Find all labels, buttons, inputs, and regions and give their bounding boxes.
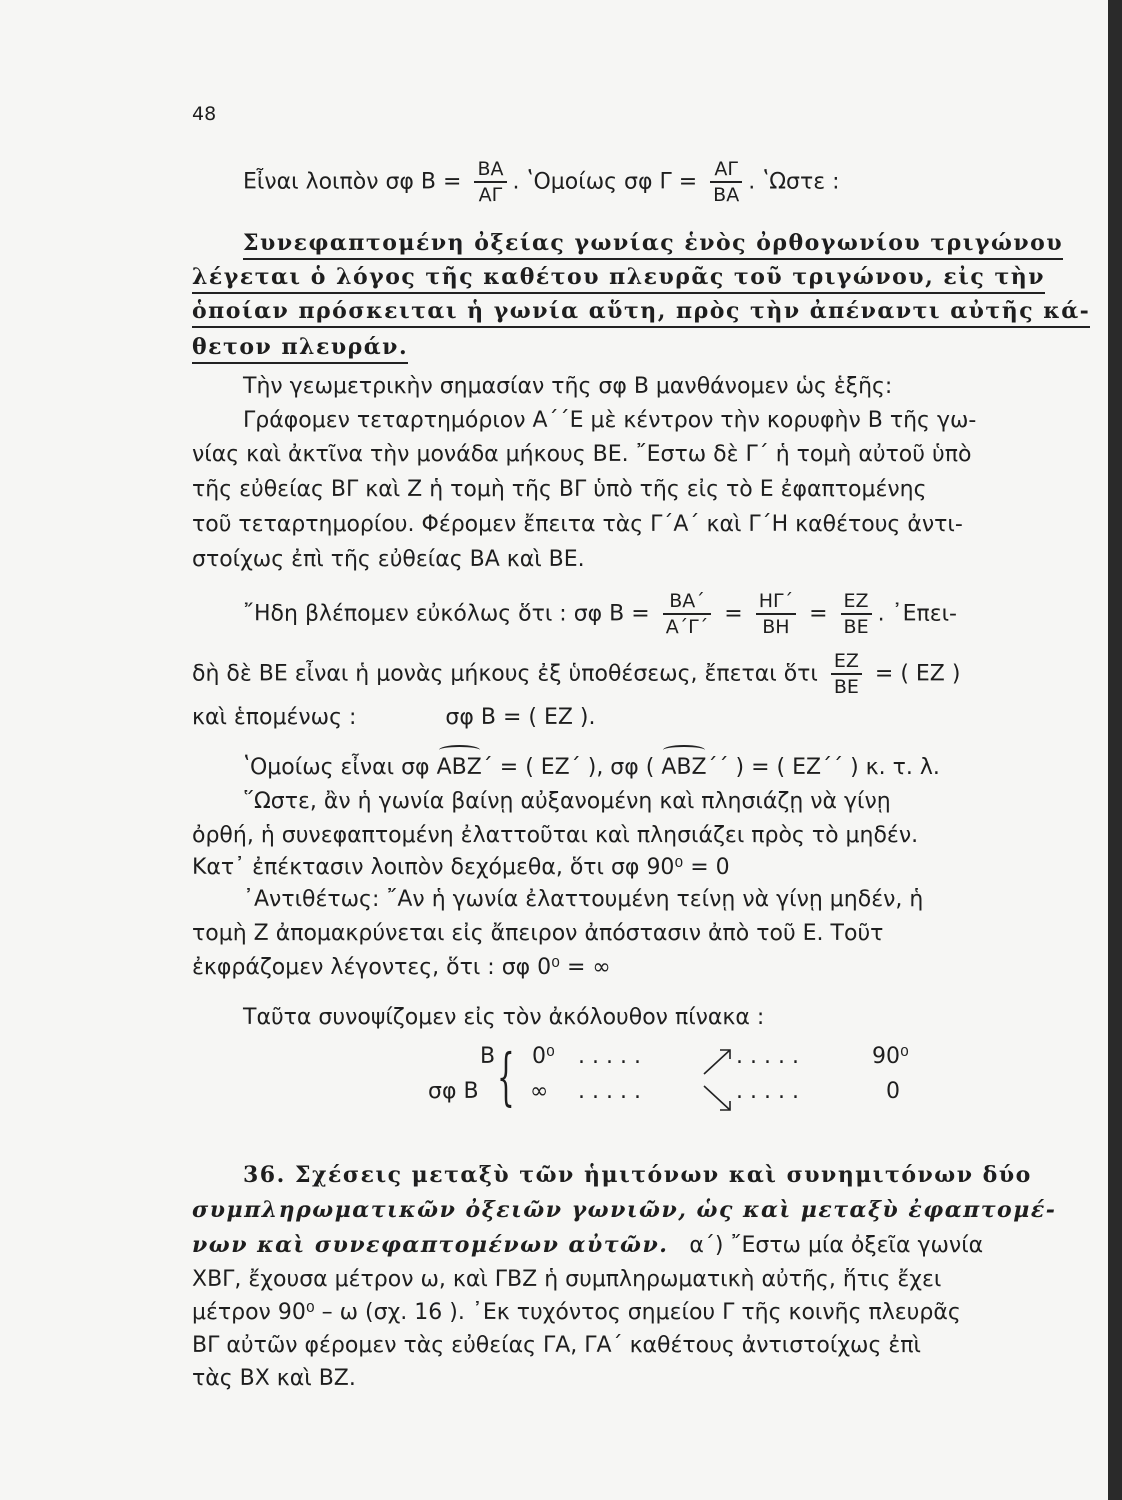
cot-definition-line	[243, 160, 840, 205]
eq3-prefix: καὶ ἑπομένως :	[192, 705, 357, 730]
line1-mid: . ʽΟμοίως σφ Γ =	[512, 169, 698, 195]
fraction-denominator: ΒΑ	[713, 184, 740, 206]
angle-abz: ΑΒΖ	[437, 753, 482, 783]
table-row2-label: σφ Β	[428, 1079, 479, 1104]
eq4-c: ΄΄ ) = ( ΕΖ΄΄ ) κ. τ. λ.	[706, 755, 940, 780]
scan-edge	[1108, 0, 1122, 1500]
fraction-ba-ag-prime	[663, 592, 712, 637]
table-row2-dots-left: . . . . .	[578, 1079, 641, 1104]
fraction-denominator: ΒΕ	[843, 616, 869, 638]
fraction-numerator: ΕΖ	[841, 592, 872, 615]
fraction-ba-ag	[474, 160, 506, 205]
fraction-numerator: ΒΑ	[474, 160, 506, 183]
cot-equation-line	[243, 592, 957, 637]
page-number: 48	[192, 103, 217, 125]
definition-line-4	[192, 332, 408, 362]
paragraph-line: Κατ᾽ ἐπέκτασιν λοιπὸν δεχόμεθα, ὅτι σφ 90⁰ = 0	[192, 855, 730, 880]
table-intro: Ταῦτα συνοψίζομεν εἰς τὸν ἀκόλουθον πίνακα :	[243, 1005, 765, 1030]
section-title-line-2: συμπληρωματικῶν ὀξειῶν γωνιῶν, ὡς καὶ μεταξὺ ἐφαπτομέ-	[192, 1197, 1057, 1223]
table-row1-dots-right: . . . . .	[736, 1044, 799, 1069]
eq2-suffix: = ( ΕΖ )	[874, 661, 961, 687]
definition-text: θετον πλευράν.	[192, 334, 408, 364]
section-title: Σχέσεις μεταξὺ τῶν ἡμιτόνων καὶ συνημιτόνων δύο	[294, 1162, 1032, 1188]
table-row2-start: ∞	[530, 1079, 549, 1104]
unit-length-line	[192, 652, 960, 697]
paragraph-line: νίας καὶ ἀκτῖνα τὴν μονάδα μήκους ΒΕ. ῎Εστω δὲ Γ΄ ἡ τομὴ αὐτοῦ ὑπὸ	[192, 442, 972, 467]
consequently-line	[192, 703, 596, 733]
table-row2-dots-right: . . . . .	[736, 1079, 799, 1104]
paragraph-line: Γράφομεν τεταρτημόριον Α΄΄Ε μὲ κέντρον τὴν κορυφὴν Β τῆς γω-	[243, 408, 977, 433]
section-line: ΧΒΓ, ἔχουσα μέτρον ω, καὶ ΓΒΖ ἡ συμπληρωματικὴ αὐτῆς, ἥτις ἔχει	[192, 1267, 942, 1292]
paragraph-line: ὀρθή, ἡ συνεφαπτομένη ἐλαττοῦται καὶ πλησιάζει πρὸς τὸ μηδέν.	[192, 823, 919, 848]
increasing-arrow-icon	[700, 1044, 736, 1078]
eq4-b: ΄ = ( ΕΖ΄ ), σφ (	[481, 755, 655, 780]
table-row1-start: 0⁰	[532, 1044, 555, 1069]
paragraph-line: ᾽Αντιθέτως: ῎Αν ἡ γωνία ἐλαττουμένη τείνῃ νὰ γίνῃ μηδέν, ἡ	[243, 887, 924, 912]
section-text: α΄) ῎Εστω μία ὀξεῖα γωνία	[689, 1233, 984, 1258]
fraction-numerator: ΗΓ΄	[756, 592, 796, 615]
definition-line-2	[192, 262, 1045, 292]
fraction-numerator: ΒΑ΄	[663, 592, 712, 615]
section-line: μέτρον 90⁰ – ω (σχ. 16 ). ᾽Εκ τυχόντος σημείου Γ τῆς κοινῆς πλευρᾶς	[192, 1300, 961, 1325]
paragraph-line: στοίχως ἐπὶ τῆς εὐθείας ΒΑ καὶ ΒΕ.	[192, 547, 585, 572]
section-number: 36.	[243, 1162, 286, 1188]
eq4-a: ʽΟμοίως εἶναι σφ	[243, 755, 430, 780]
table-row1-end: 90⁰	[872, 1044, 909, 1069]
eq1-prefix: ῎Ηδη βλέπομεν εὐκόλως ὅτι : σφ Β =	[243, 601, 650, 627]
section-line: τὰς ΒΧ καὶ ΒΖ.	[192, 1366, 356, 1391]
definition-line-3	[192, 296, 1090, 326]
fraction-denominator: ΒΗ	[762, 616, 790, 638]
definition-text: Συνεφαπτομένη ὀξείας γωνίας ἑνὸς ὀρθογωνίου τριγώνου	[243, 230, 1063, 260]
section-line-3	[192, 1230, 983, 1261]
section-title-end: νων καὶ συνεφαπτομένων αὐτῶν.	[192, 1232, 669, 1258]
fraction-ez-be	[831, 652, 862, 697]
line1-suffix: . ʽΩστε :	[748, 169, 840, 195]
fraction-denominator: ΒΕ	[833, 676, 859, 698]
fraction-ag-ba	[710, 160, 742, 205]
angle-abz-double: ΑΒΖ	[661, 753, 706, 783]
paragraph-line: Τὴν γεωμετρικὴν σημασίαν τῆς σφ Β μανθάνομεν ὡς ἑξῆς:	[243, 374, 893, 399]
decreasing-arrow-icon	[700, 1080, 736, 1114]
fraction-numerator: ΕΖ	[831, 652, 862, 675]
section-36-heading	[243, 1160, 1032, 1190]
fraction-denominator: ΑΓ	[478, 184, 503, 206]
definition-text: ὁποίαν πρόσκειται ἡ γωνία αὕτη, πρὸς τὴν ἀπέναντι αὐτῆς κά-	[192, 298, 1090, 328]
equals-sign: =	[809, 601, 828, 627]
brace-symbol: {	[497, 1040, 515, 1113]
paragraph-line: ἐκφράζομεν λέγοντες, ὅτι : σφ 0⁰ = ∞	[192, 955, 611, 980]
definition-text: λέγεται ὁ λόγος τῆς καθέτου πλευρᾶς τοῦ τριγώνου, εἰς τὴν	[192, 264, 1045, 294]
paragraph-line: τῆς εὐθείας ΒΓ καὶ Ζ ἡ τομὴ τῆς ΒΓ ὑπὸ τῆς εἰς τὸ Ε ἐφαπτομένης	[192, 477, 927, 502]
table-row1-label: Β	[480, 1044, 496, 1069]
paragraph-line: τομὴ Ζ ἀπομακρύνεται εἰς ἄπειρον ἀπόστασιν ἀπὸ τοῦ Ε. Τοῦτ	[192, 921, 884, 946]
eq2-prefix: δὴ δὲ ΒΕ εἶναι ἡ μονὰς μήκους ἐξ ὑποθέσεως, ἔπεται ὅτι	[192, 661, 818, 687]
table-row2-end: 0	[886, 1079, 900, 1104]
definition-line-1	[243, 228, 1063, 258]
fraction-hg-bh	[756, 592, 796, 637]
fraction-denominator: Α΄Γ΄	[665, 616, 709, 638]
eq1-suffix: . ᾽Επει-	[877, 601, 957, 627]
section-line: ΒΓ αὐτῶν φέρομεν τὰς εὐθείας ΓΑ, ΓΑ΄ καθέτους ἀντιστοίχως ἐπὶ	[192, 1333, 921, 1358]
fraction-numerator: ΑΓ	[710, 160, 742, 183]
equals-sign: =	[724, 601, 743, 627]
similarly-line	[243, 753, 940, 783]
fraction-ez-be	[841, 592, 872, 637]
paragraph-line: ῞Ωστε, ἂν ἡ γωνία βαίνῃ αὐξανομένη καὶ πλησιάζῃ νὰ γίνῃ	[243, 789, 891, 814]
table-row1-dots-left: . . . . .	[578, 1044, 641, 1069]
paragraph-line: τοῦ τεταρτημορίου. Φέρομεν ἔπειτα τὰς Γ΄Α΄ καὶ Γ΄Η καθέτους ἀντι-	[192, 512, 963, 537]
line1-prefix: Εἶναι λοιπὸν σφ Β =	[243, 169, 462, 195]
eq3-formula: σφ Β = ( ΕΖ ).	[445, 705, 596, 730]
